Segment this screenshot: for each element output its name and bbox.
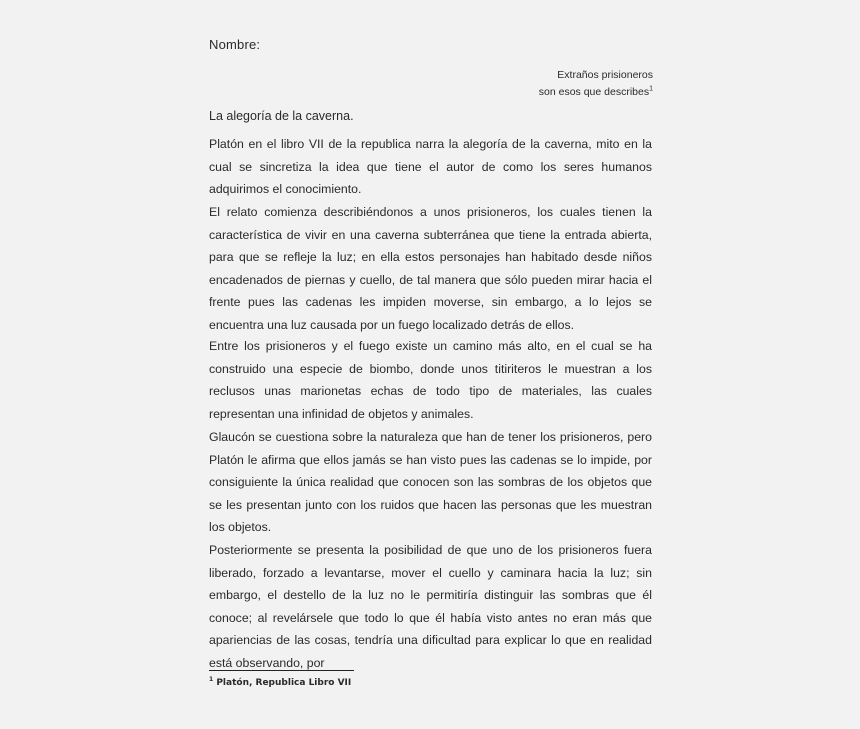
paragraph-3: Entre los prisioneros y el fuego existe un camino más alto, en el cual se ha construido una especie de biombo, donde unos titiriteros le muestran a los reclusos unas marionetas echas de todo tipo de materiales, las cuales representan una infinidad de objetos y animales. <box>209 339 652 421</box>
footnote-divider <box>209 670 354 671</box>
paragraph-4: Glaucón se cuestiona sobre la naturaleza que han de tener los prisioneros, pero Platón le afirma que ellos jamás se han visto pues las cadenas se lo impide, por consiguiente la única realidad que conocen son las sombras de los objetos que se les presentan junto con los ruidos que hacen las personas que les muestran los objetos. <box>209 430 652 534</box>
document-title: La alegoría de la caverna. <box>209 109 354 123</box>
footnote-text: Platón, Republica Libro VII <box>216 678 352 688</box>
footnote <box>209 678 351 688</box>
epigraph-line-1: Extraños prisioneros <box>557 69 653 81</box>
name-label: Nombre: <box>209 37 261 52</box>
paragraph-1: Platón en el libro VII de la republica narra la alegoría de la caverna, mito en la cual se sincretiza la idea que tiene el autor de como los seres humanos adquirimos el conocimiento. <box>209 137 652 196</box>
epigraph-line-2-text: son esos que describes <box>538 86 650 98</box>
footnote-reference[interactable]: 1 <box>649 85 653 93</box>
footnote-mark: 1 <box>209 676 214 683</box>
paragraph-5: Posteriormente se presenta la posibilidad de que uno de los prisioneros fuera liberado, forzado a levantarse, mover el cuello y caminara hacia la luz; sin embargo, el destello de la luz no le permitiría distinguir las sombras que él conoce; al revelársele que todo lo que él había visto antes no eran más que apariencias de las cosas, tendría una dificultad para explicar lo que en realidad está observando, por <box>209 543 652 670</box>
paragraph-2: El relato comienza describiéndonos a unos prisioneros, los cuales tienen la característica de vivir en una caverna subterránea que tiene la entrada abierta, para que se refleje la luz; en ella estos personajes han habitado desde niños encadenados de piernas y cuello, de tal manera que sólo pueden mirar hacia el frente pues las cadenas les impiden moverse, sin embargo, a lo lejos se encuentra una luz causada por un fuego localizado detrás de ellos. <box>209 205 652 332</box>
epigraph <box>539 67 653 101</box>
epigraph-line-2 <box>539 84 653 101</box>
